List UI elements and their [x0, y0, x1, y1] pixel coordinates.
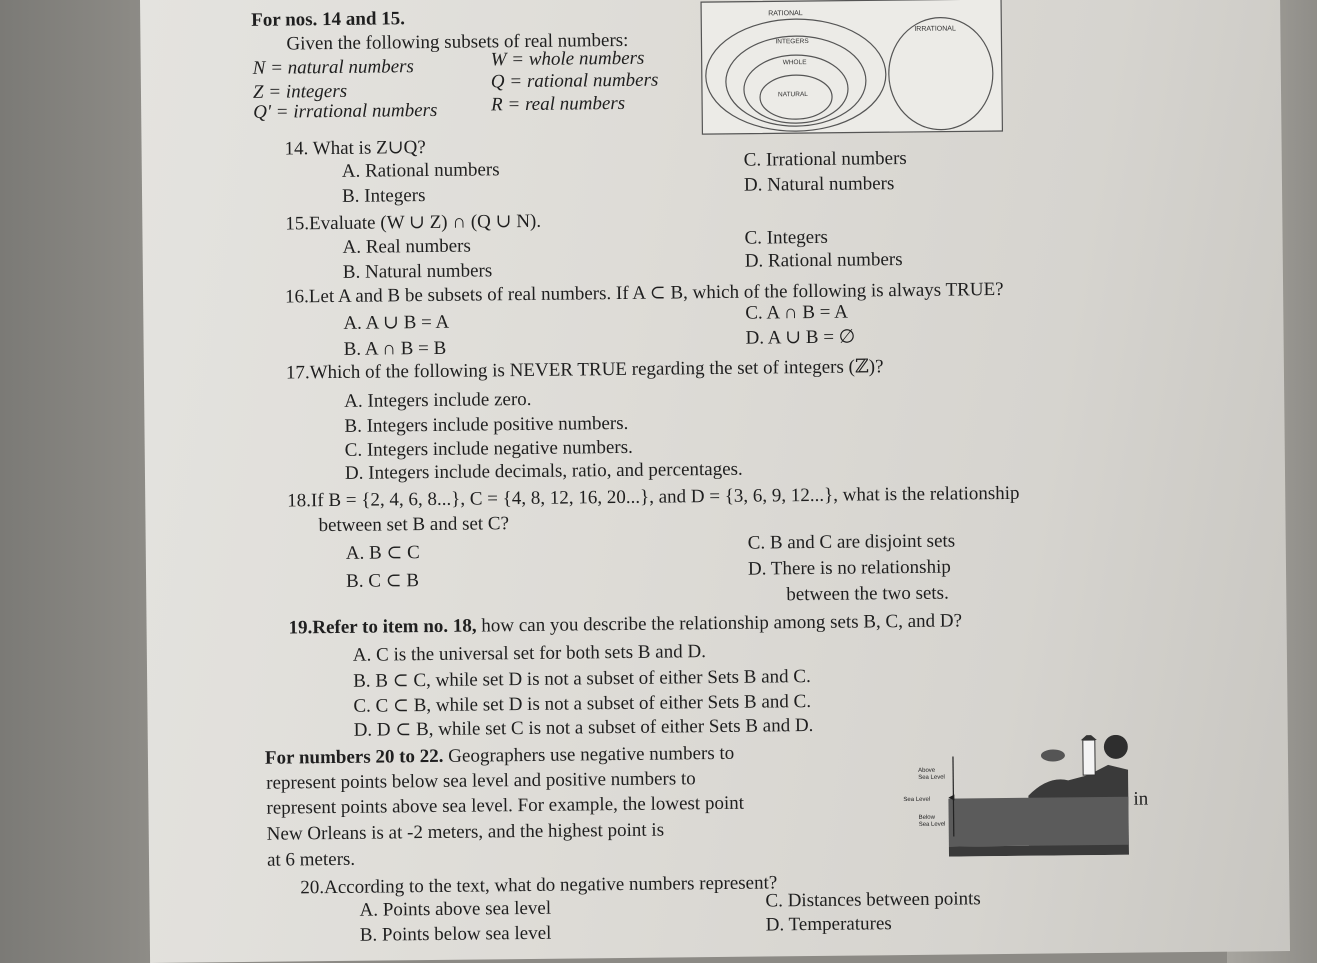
q19-option-b[interactable]: B. B ⊂ C, while set D is not a subset of either Sets B and C.	[353, 666, 811, 692]
q17-option-c[interactable]: C. Integers include negative numbers.	[344, 436, 633, 461]
sea-level-illustration	[878, 735, 1129, 858]
q20-option-d[interactable]: D. Temperatures	[765, 913, 892, 936]
label-rational: RATIONAL	[768, 10, 803, 18]
q19-option-c[interactable]: C. C ⊂ B, while set D is not a subset of either Sets B and C.	[353, 691, 812, 717]
label-integers: INTEGERS	[775, 37, 809, 46]
q19-option-d[interactable]: D. D ⊂ B, while set C is not a subset of either Sets B and D.	[353, 714, 814, 741]
passage-line4: New Orleans is at -2 meters, and the highest point is	[266, 819, 665, 845]
given-text: Given the following subsets of real numbers:	[286, 29, 629, 55]
q15-option-c[interactable]: C. Integers	[744, 226, 829, 249]
def-irrational: Q' = irrational numbers	[253, 99, 438, 123]
passage-line1: For numbers 20 to 22. Geographers use negative numbers to	[264, 742, 735, 769]
q19-stem	[288, 611, 962, 639]
water	[948, 797, 1128, 847]
q19-stem-bold: 19.Refer to item no. 18,	[288, 615, 477, 639]
q18-option-b[interactable]: B. C ⊂ B	[345, 570, 420, 592]
q20-option-c[interactable]: C. Distances between points	[765, 888, 981, 912]
background-left	[0, 0, 150, 963]
q20-option-b[interactable]: B. Points below sea level	[359, 922, 552, 946]
q15-option-d[interactable]: D. Rational numbers	[744, 249, 903, 272]
label-irrational: IRRATIONAL	[914, 25, 956, 33]
lighthouse	[1083, 740, 1095, 775]
q15-stem: 15.Evaluate (W ∪ Z) ∩ (Q ∪ N).	[285, 210, 542, 235]
q18-option-d-cont: between the two sets.	[786, 582, 949, 606]
q16-stem: 16.Let A and B be subsets of real numbers. If A ⊂ B, which of the following is always TRUE?	[285, 278, 1004, 308]
q17-option-a[interactable]: A. Integers include zero.	[344, 388, 532, 412]
q20-stem: 20.According to the text, what do negative numbers represent?	[300, 872, 778, 899]
q14-option-a[interactable]: A. Rational numbers	[341, 159, 500, 182]
passage-line3: represent points above sea level. For example, the lowest point	[266, 792, 745, 819]
q17-stem: 17.Which of the following is NEVER TRUE regarding the set of integers (ℤ)?	[285, 356, 884, 384]
q20-option-a[interactable]: A. Points above sea level	[359, 897, 552, 921]
q14-option-d[interactable]: D. Natural numbers	[743, 173, 895, 196]
bird-icon	[1041, 749, 1065, 761]
q16-option-b[interactable]: B. A ∩ B = B	[343, 337, 447, 360]
q19-stem-rest: how can you describe the relationship among sets B, C, and D?	[476, 610, 963, 637]
passage-in: in	[1133, 788, 1149, 810]
def-whole: W = whole numbers	[490, 47, 645, 71]
def-rational: Q = rational numbers	[490, 69, 659, 93]
worksheet-page	[140, 0, 1290, 963]
label-sea-level-top: Sea Level	[918, 774, 945, 781]
q18-stem-line2: between set B and set C?	[318, 513, 510, 537]
q16-option-d[interactable]: D. A ∪ B = ∅	[745, 326, 856, 349]
def-integers: Z = integers	[252, 80, 348, 103]
q15-option-a[interactable]: A. Real numbers	[342, 235, 471, 258]
label-natural: NATURAL	[777, 91, 808, 99]
number-sets-diagram	[700, 0, 1011, 136]
q14-stem: 14. What is Z∪Q?	[284, 137, 426, 160]
lighthouse-roof	[1081, 735, 1097, 740]
section-heading-14-15: For nos. 14 and 15.	[251, 8, 406, 31]
label-whole: WHOLE	[782, 59, 807, 67]
def-natural: N = natural numbers	[252, 56, 414, 79]
passage-line5: at 6 meters.	[266, 848, 356, 871]
q18-option-d[interactable]: D. There is no relationship	[747, 556, 951, 580]
passage-heading: For numbers 20 to 22.	[264, 745, 444, 769]
def-real: R = real numbers	[491, 92, 626, 116]
q14-option-b[interactable]: B. Integers	[341, 185, 426, 207]
passage-line2: represent points below sea level and positive numbers to	[266, 768, 696, 794]
tree	[1104, 735, 1128, 759]
q14-option-c[interactable]: C. Irrational numbers	[743, 147, 907, 171]
q15-option-b[interactable]: B. Natural numbers	[342, 260, 493, 283]
q17-option-d[interactable]: D. Integers include decimals, ratio, and percentages.	[344, 458, 743, 484]
q16-option-c[interactable]: C. A ∩ B = A	[745, 301, 849, 324]
label-sea-level: Sea Level	[903, 796, 931, 804]
label-above: Above	[918, 767, 936, 774]
label-below: Below	[918, 814, 935, 821]
label-sea-level-bottom: Sea Level	[918, 821, 946, 828]
q19-option-a[interactable]: A. C is the universal set for both sets B and D.	[352, 641, 707, 666]
q16-option-a[interactable]: A. A ∪ B = A	[343, 311, 450, 334]
q18-option-c[interactable]: C. B and C are disjoint sets	[747, 530, 956, 554]
q17-option-b[interactable]: B. Integers include positive numbers.	[344, 412, 629, 437]
q18-stem-line1: 18.If B = {2, 4, 6, 8...}, C = {4, 8, 12, 16, 20...}, and D = {3, 6, 9, 12...}, what is the relationship	[287, 482, 1020, 512]
q18-option-a[interactable]: A. B ⊂ C	[345, 542, 420, 564]
